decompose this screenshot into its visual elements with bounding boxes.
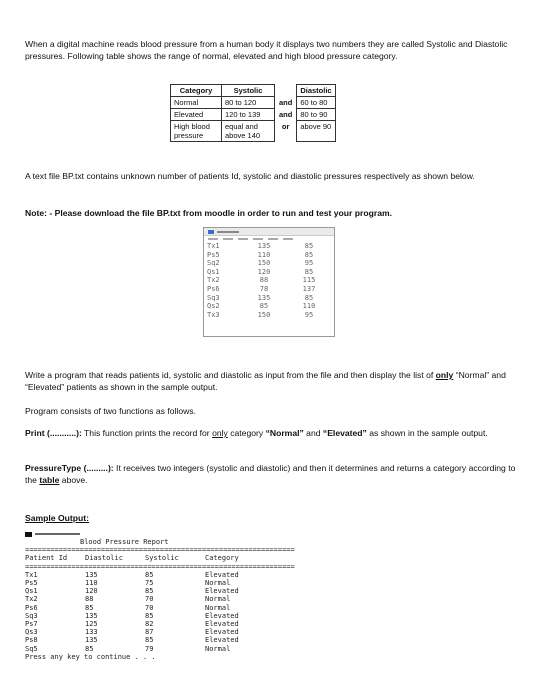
notepad-icon	[208, 230, 214, 234]
file-row: Ps6 78 137	[207, 284, 316, 293]
console-data-row: Qs3 133 87 Elevated	[25, 628, 239, 637]
table-row: Normal 80 to 120 and 60 to 80	[171, 97, 336, 109]
header-category: Category	[171, 85, 222, 97]
header-diastolic: Diastolic	[297, 85, 335, 97]
console-data-row: Sq3 135 85 Elevated	[25, 611, 239, 620]
report-title: Blood Pressure Report	[80, 538, 169, 546]
console-data-row: Ps6 85 70 Normal	[25, 603, 231, 612]
file-row: Sq2 150 95	[207, 259, 314, 268]
file-row: Qs1 120 85	[207, 267, 314, 276]
console-rows	[25, 571, 325, 653]
console-data-row: Tx1 135 85 Elevated	[25, 570, 239, 579]
note-paragraph: Note: - Please download the file BP.txt from moodle in order to run and test your program.	[25, 208, 393, 218]
console-window	[25, 530, 325, 682]
bp-txt-file-window	[203, 227, 335, 337]
console-titlebar	[25, 530, 325, 538]
table-row: Elevated 120 to 139 and 80 to 90	[171, 109, 336, 121]
functions-paragraph: Program consists of two functions as follows.	[25, 406, 196, 416]
console-data-row: Ps7 125 82 Elevated	[25, 620, 239, 629]
pressuretype-function-paragraph: PressureType (.........): It receives two integers (systolic and diastolic) and then it determines and returns a category according to the table above.	[25, 463, 516, 485]
header-systolic: Systolic	[222, 85, 275, 97]
console-footer: Press any key to continue . . .	[25, 652, 156, 661]
file-row: Tx3 150 95	[207, 310, 314, 319]
file-row: Tx1 135 85	[207, 242, 314, 250]
sample-output-label: Sample Output:	[25, 513, 89, 523]
file-row: Sq3 135 85	[207, 293, 314, 302]
file-contents	[204, 242, 334, 319]
write-program-paragraph: Write a program that reads patients id, systolic and diastolic as input from the file and then display the list of only “Normal” and “Elevated” patients as shown in the sample output.	[25, 370, 506, 392]
separator-top: ================================================================	[25, 546, 295, 555]
table-header-row	[171, 85, 336, 97]
file-row: Qs2 85 110	[207, 302, 316, 311]
separator-bottom: ================================================================	[25, 562, 295, 571]
console-data-row: Sq5 85 79 Normal	[25, 644, 231, 653]
console-data-row: Tx2 88 70 Normal	[25, 595, 231, 604]
console-data-row: Qs1 120 85 Elevated	[25, 587, 239, 596]
print-function-paragraph: Print (...........): This function prints the record for only category “Normal” and “Elevated” as shown in the sample output.	[25, 428, 488, 438]
file-row: Tx2 88 115	[207, 276, 316, 285]
notepad-titlebar	[204, 228, 334, 236]
file-row: Ps5 110 85	[207, 250, 314, 259]
console-data-row: Ps8 135 85 Elevated	[25, 636, 239, 645]
table-row: High blood pressure equal and above 140 or above 90	[171, 121, 336, 142]
intro-paragraph: When a digital machine reads blood pressure from a human body it displays two numbers they are called Systolic and Diastolic pressures. Following table shows the range of normal, elevated and high blood pressure category.	[25, 39, 508, 61]
bp-category-table	[170, 84, 336, 142]
console-data-row: Ps5 110 75 Normal	[25, 579, 231, 588]
console-icon	[25, 532, 32, 537]
console-header-row: Patient Id Diastolic Systolic Category	[25, 554, 239, 563]
text-file-paragraph: A text file BP.txt contains unknown number of patients Id, systolic and diastolic pressures respectively as shown below.	[25, 171, 475, 181]
